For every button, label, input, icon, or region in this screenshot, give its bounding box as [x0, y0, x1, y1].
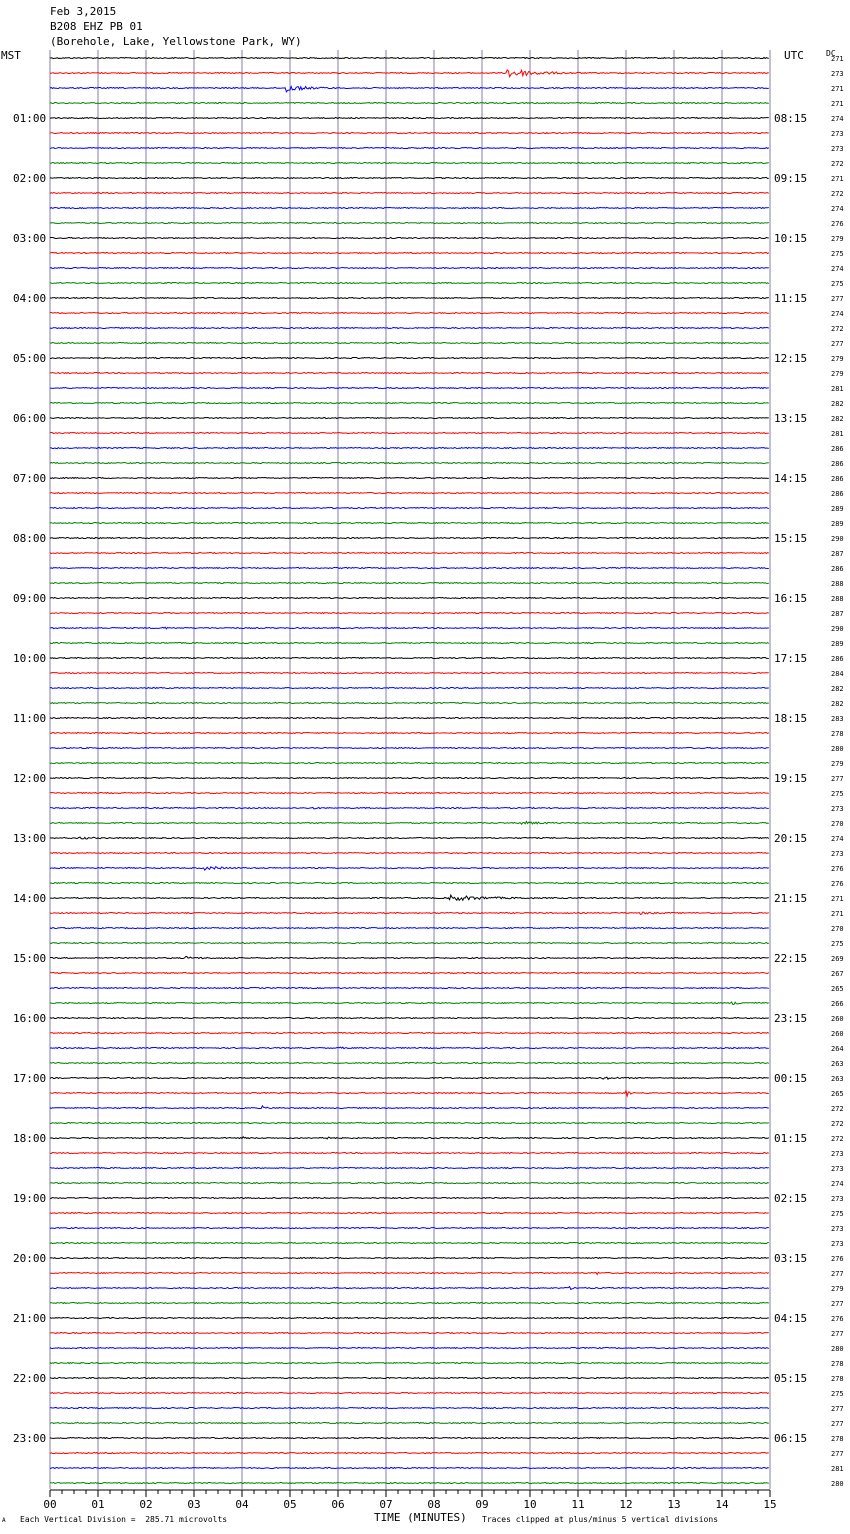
trace-line: [50, 1182, 769, 1183]
trace-line: [50, 1347, 769, 1348]
trace-line: [50, 956, 769, 958]
dc-offset-label: 274: [831, 205, 844, 213]
trace-line: [50, 507, 769, 508]
dc-offset-label: 284: [831, 670, 844, 678]
dc-offset-label: 272: [831, 190, 844, 198]
x-tick-label: 07: [379, 1498, 393, 1511]
dc-offset-label: 270: [831, 925, 844, 933]
trace-line: [50, 87, 769, 92]
header-date: Feb 3,2015: [50, 5, 117, 18]
trace-line: [50, 387, 769, 388]
x-tick-label: 01: [91, 1498, 105, 1511]
dc-offset-label: 272: [831, 160, 844, 168]
utc-hour-label: 08:15: [774, 112, 808, 125]
dc-offset-label: 286: [831, 475, 844, 483]
utc-hour-label: 09:15: [774, 172, 808, 185]
trace-line: [50, 1047, 769, 1049]
dc-offset-label: 260: [831, 1030, 844, 1038]
trace-line: [50, 777, 769, 778]
dc-offset-label: 267: [831, 970, 844, 978]
mst-hour-label: 23:00: [13, 1432, 47, 1445]
trace-line: [50, 1062, 769, 1063]
dc-offset-label: 272: [831, 325, 844, 333]
trace-line: [50, 1017, 769, 1018]
dc-offset-label: 290: [831, 625, 844, 633]
trace-line: [50, 1422, 769, 1423]
trace-line: [50, 987, 769, 988]
dc-offset-label: 289: [831, 640, 844, 648]
utc-hour-label: 13:15: [774, 412, 808, 425]
mst-hour-label: 09:00: [13, 592, 47, 605]
trace-line: [50, 57, 769, 58]
trace-line: [50, 1272, 769, 1274]
trace-line: [50, 582, 769, 583]
trace-line: [50, 657, 769, 658]
trace-line: [50, 1317, 769, 1318]
trace-line: [50, 117, 769, 118]
x-tick-label: 08: [427, 1498, 441, 1511]
trace-line: [50, 642, 769, 643]
utc-hour-label: 01:15: [774, 1132, 808, 1145]
trace-line: [50, 1362, 769, 1363]
trace-line: [50, 447, 769, 448]
dc-offset-label: 273: [831, 1165, 844, 1173]
dc-offset-label: 286: [831, 655, 844, 663]
mst-hour-label: 11:00: [13, 712, 47, 725]
utc-hour-label: 18:15: [774, 712, 808, 725]
trace-line: [50, 567, 769, 568]
dc-offset-label: 274: [831, 265, 844, 273]
dc-offset-label: 290: [831, 535, 844, 543]
trace-line: [50, 852, 769, 853]
mst-hour-label: 13:00: [13, 832, 47, 845]
trace-line: [50, 1407, 769, 1408]
x-tick-label: 15: [763, 1498, 777, 1511]
dc-offset-label: 286: [831, 445, 844, 453]
mst-hour-label: 14:00: [13, 892, 47, 905]
dc-offset-label: 275: [831, 250, 844, 258]
trace-line: [50, 1077, 769, 1079]
trace-line: [50, 282, 769, 283]
dc-offset-label: 275: [831, 790, 844, 798]
trace-line: [50, 522, 769, 523]
trace-line: [50, 597, 769, 598]
mst-hour-label: 17:00: [13, 1072, 47, 1085]
utc-hour-label: 11:15: [774, 292, 808, 305]
dc-label: DC: [826, 49, 836, 58]
dc-offset-label: 275: [831, 940, 844, 948]
dc-offset-label: 276: [831, 220, 844, 228]
dc-offset-label: 275: [831, 1210, 844, 1218]
trace-line: [50, 1257, 769, 1258]
dc-offset-label: 283: [831, 715, 844, 723]
trace-line: [50, 1287, 769, 1290]
utc-hour-label: 14:15: [774, 472, 808, 485]
mst-hour-label: 20:00: [13, 1252, 47, 1265]
x-tick-label: 06: [331, 1498, 345, 1511]
trace-line: [50, 1091, 769, 1096]
x-tick-label: 11: [571, 1498, 585, 1511]
mst-label: MST: [1, 49, 21, 62]
dc-offset-label: 273: [831, 130, 844, 138]
trace-line: [50, 1482, 769, 1483]
dc-offset-label: 270: [831, 820, 844, 828]
mst-hour-label: 19:00: [13, 1192, 47, 1205]
dc-offset-label: 282: [831, 685, 844, 693]
trace-line: [50, 70, 769, 77]
trace-line: [50, 1227, 769, 1228]
dc-offset-label: 289: [831, 520, 844, 528]
trace-line: [50, 882, 769, 883]
trace-line: [50, 702, 769, 703]
clip-note: Traces clipped at plus/minus 5 vertical divisions: [482, 1515, 719, 1524]
dc-offset-label: 282: [831, 415, 844, 423]
dc-offset-label: 272: [831, 1135, 844, 1143]
dc-offset-label: 276: [831, 1255, 844, 1263]
trace-line: [50, 1212, 769, 1213]
utc-hour-label: 23:15: [774, 1012, 808, 1025]
dc-offset-label: 265: [831, 985, 844, 993]
dc-offset-label: 277: [831, 775, 844, 783]
x-tick-label: 00: [43, 1498, 57, 1511]
dc-offset-label: 287: [831, 550, 844, 558]
dc-offset-label: 273: [831, 1150, 844, 1158]
dc-offset-label: 265: [831, 1090, 844, 1098]
dc-offset-label: 277: [831, 1405, 844, 1413]
dc-offset-label: 260: [831, 1015, 844, 1023]
dc-offset-label: 276: [831, 880, 844, 888]
scale-note: Each Vertical Division = 285.71 microvolts: [20, 1515, 228, 1524]
dc-offset-label: 274: [831, 835, 844, 843]
trace-line: [50, 477, 769, 478]
utc-hour-label: 12:15: [774, 352, 808, 365]
trace-line: [50, 912, 769, 914]
trace-line: [50, 537, 769, 538]
trace-line: [50, 357, 769, 358]
dc-offset-label: 263: [831, 1075, 844, 1083]
trace-line: [50, 972, 769, 973]
dc-offset-label: 277: [831, 1450, 844, 1458]
utc-hour-label: 05:15: [774, 1372, 808, 1385]
dc-offset-label: 271: [831, 175, 844, 183]
dc-offset-label: 274: [831, 115, 844, 123]
dc-offset-label: 264: [831, 1045, 844, 1053]
trace-line: [50, 372, 769, 373]
dc-offset-label: 271: [831, 55, 844, 63]
trace-line: [50, 297, 769, 298]
trace-line: [50, 1242, 769, 1243]
mst-hour-label: 16:00: [13, 1012, 47, 1025]
dc-offset-label: 277: [831, 1300, 844, 1308]
dc-offset-label: 286: [831, 565, 844, 573]
mst-hour-label: 01:00: [13, 112, 47, 125]
dc-offset-label: 281: [831, 430, 844, 438]
trace-line: [50, 1437, 769, 1438]
dc-offset-label: 272: [831, 1105, 844, 1113]
dc-offset-label: 271: [831, 910, 844, 918]
trace-line: [50, 1392, 769, 1393]
trace-line: [50, 1332, 769, 1333]
dc-offset-label: 273: [831, 1225, 844, 1233]
dc-offset-label: 278: [831, 1360, 844, 1368]
trace-line: [50, 402, 769, 403]
trace-line: [50, 1122, 769, 1123]
trace-line: [50, 807, 769, 808]
trace-line: [50, 837, 769, 839]
trace-line: [50, 132, 769, 133]
trace-line: [50, 942, 769, 943]
trace-line: [50, 1377, 769, 1378]
utc-hour-label: 04:15: [774, 1312, 808, 1325]
utc-hour-label: 02:15: [774, 1192, 808, 1205]
trace-line: [50, 342, 769, 343]
trace-line: [50, 162, 769, 163]
utc-hour-label: 16:15: [774, 592, 808, 605]
trace-line: [50, 312, 769, 313]
dc-offset-label: 277: [831, 295, 844, 303]
dc-offset-label: 277: [831, 1330, 844, 1338]
x-tick-label: 12: [619, 1498, 633, 1511]
trace-line: [50, 821, 769, 824]
trace-line: [50, 612, 769, 613]
dc-offset-label: 281: [831, 1465, 844, 1473]
trace-line: [50, 462, 769, 463]
trace-line: [50, 1467, 769, 1468]
trace-line: [50, 1452, 769, 1453]
dc-offset-label: 273: [831, 850, 844, 858]
dc-offset-label: 277: [831, 1270, 844, 1278]
dc-offset-label: 276: [831, 1315, 844, 1323]
dc-offset-label: 282: [831, 700, 844, 708]
trace-line: [50, 867, 769, 870]
trace-line: [50, 1002, 769, 1004]
dc-offset-label: 289: [831, 505, 844, 513]
utc-label: UTC: [784, 49, 804, 62]
x-tick-label: 14: [715, 1498, 729, 1511]
dc-offset-label: 275: [831, 280, 844, 288]
utc-hour-label: 06:15: [774, 1432, 808, 1445]
mst-hour-label: 15:00: [13, 952, 47, 965]
mst-hour-label: 22:00: [13, 1372, 47, 1385]
trace-line: [50, 177, 769, 178]
trace-line: [50, 792, 769, 793]
x-tick-label: 13: [667, 1498, 681, 1511]
utc-hour-label: 00:15: [774, 1072, 808, 1085]
mst-hour-label: 08:00: [13, 532, 47, 545]
trace-line: [50, 717, 769, 718]
dc-offset-label: 279: [831, 355, 844, 363]
dc-offset-label: 286: [831, 490, 844, 498]
trace-line: [50, 222, 769, 223]
utc-hour-label: 15:15: [774, 532, 808, 545]
trace-line: [50, 192, 769, 193]
dc-offset-label: 266: [831, 1000, 844, 1008]
x-tick-label: 05: [283, 1498, 297, 1511]
utc-hour-label: 20:15: [774, 832, 808, 845]
dc-offset-label: 286: [831, 460, 844, 468]
dc-offset-label: 273: [831, 145, 844, 153]
dc-offset-label: 271: [831, 85, 844, 93]
dc-offset-label: 278: [831, 1375, 844, 1383]
dc-offset-label: 278: [831, 1435, 844, 1443]
dc-offset-label: 263: [831, 1060, 844, 1068]
mst-hour-label: 10:00: [13, 652, 47, 665]
x-tick-label: 10: [523, 1498, 537, 1511]
dc-offset-label: 273: [831, 805, 844, 813]
dc-offset-label: 271: [831, 100, 844, 108]
dc-offset-label: 273: [831, 70, 844, 78]
trace-line: [50, 417, 769, 418]
trace-line: [50, 1152, 769, 1153]
dc-offset-label: 277: [831, 340, 844, 348]
dc-offset-label: 280: [831, 1480, 844, 1488]
dc-offset-label: 282: [831, 400, 844, 408]
x-tick-label: 02: [139, 1498, 153, 1511]
trace-line: [50, 552, 769, 553]
trace-line: [50, 762, 769, 763]
trace-line: [50, 627, 769, 629]
dc-offset-label: 273: [831, 1240, 844, 1248]
trace-line: [50, 327, 769, 328]
mst-hour-label: 02:00: [13, 172, 47, 185]
dc-offset-label: 280: [831, 745, 844, 753]
mst-hour-label: 03:00: [13, 232, 47, 245]
dc-offset-label: 288: [831, 595, 844, 603]
dc-offset-label: 279: [831, 760, 844, 768]
dc-offset-label: 279: [831, 370, 844, 378]
x-axis-label: TIME (MINUTES): [374, 1511, 467, 1524]
trace-line: [50, 672, 769, 673]
dc-offset-label: 274: [831, 310, 844, 318]
utc-hour-label: 10:15: [774, 232, 808, 245]
x-tick-label: 09: [475, 1498, 489, 1511]
mst-hour-label: 18:00: [13, 1132, 47, 1145]
dc-offset-label: 277: [831, 1420, 844, 1428]
x-tick-label: 04: [235, 1498, 249, 1511]
trace-line: [50, 207, 769, 208]
corner-mark: A: [2, 1517, 6, 1524]
trace-line: [50, 102, 769, 103]
utc-hour-label: 17:15: [774, 652, 808, 665]
trace-line: [50, 1032, 769, 1033]
mst-hour-label: 07:00: [13, 472, 47, 485]
dc-offset-label: 276: [831, 865, 844, 873]
trace-line: [50, 237, 769, 238]
header-station: B208 EHZ PB 01: [50, 20, 143, 33]
dc-offset-label: 288: [831, 580, 844, 588]
trace-line: [50, 1302, 769, 1303]
trace-line: [50, 895, 769, 900]
utc-hour-label: 22:15: [774, 952, 808, 965]
trace-line: [50, 1197, 769, 1198]
dc-offset-label: 269: [831, 955, 844, 963]
dc-offset-label: 281: [831, 385, 844, 393]
dc-offset-label: 280: [831, 1345, 844, 1353]
trace-line: [50, 1137, 769, 1139]
dc-offset-label: 272: [831, 1120, 844, 1128]
mst-hour-label: 21:00: [13, 1312, 47, 1325]
trace-line: [50, 1106, 769, 1109]
x-tick-label: 03: [187, 1498, 201, 1511]
dc-offset-label: 287: [831, 610, 844, 618]
dc-offset-label: 275: [831, 1390, 844, 1398]
mst-hour-label: 05:00: [13, 352, 47, 365]
trace-line: [50, 267, 769, 268]
mst-hour-label: 12:00: [13, 772, 47, 785]
dc-offset-label: 279: [831, 1285, 844, 1293]
trace-line: [50, 432, 769, 433]
dc-offset-label: 274: [831, 1180, 844, 1188]
trace-line: [50, 732, 769, 733]
trace-line: [50, 492, 769, 493]
mst-hour-label: 04:00: [13, 292, 47, 305]
trace-line: [50, 747, 769, 748]
utc-hour-label: 19:15: [774, 772, 808, 785]
dc-offset-label: 273: [831, 1195, 844, 1203]
header-location: (Borehole, Lake, Yellowstone Park, WY): [50, 35, 302, 48]
dc-offset-label: 271: [831, 895, 844, 903]
trace-line: [50, 1167, 769, 1168]
trace-line: [50, 927, 769, 928]
trace-line: [50, 147, 769, 148]
dc-offset-label: 279: [831, 235, 844, 243]
utc-hour-label: 21:15: [774, 892, 808, 905]
trace-line: [50, 252, 769, 253]
mst-hour-label: 06:00: [13, 412, 47, 425]
dc-offset-label: 278: [831, 730, 844, 738]
trace-line: [50, 687, 769, 688]
utc-hour-label: 03:15: [774, 1252, 808, 1265]
